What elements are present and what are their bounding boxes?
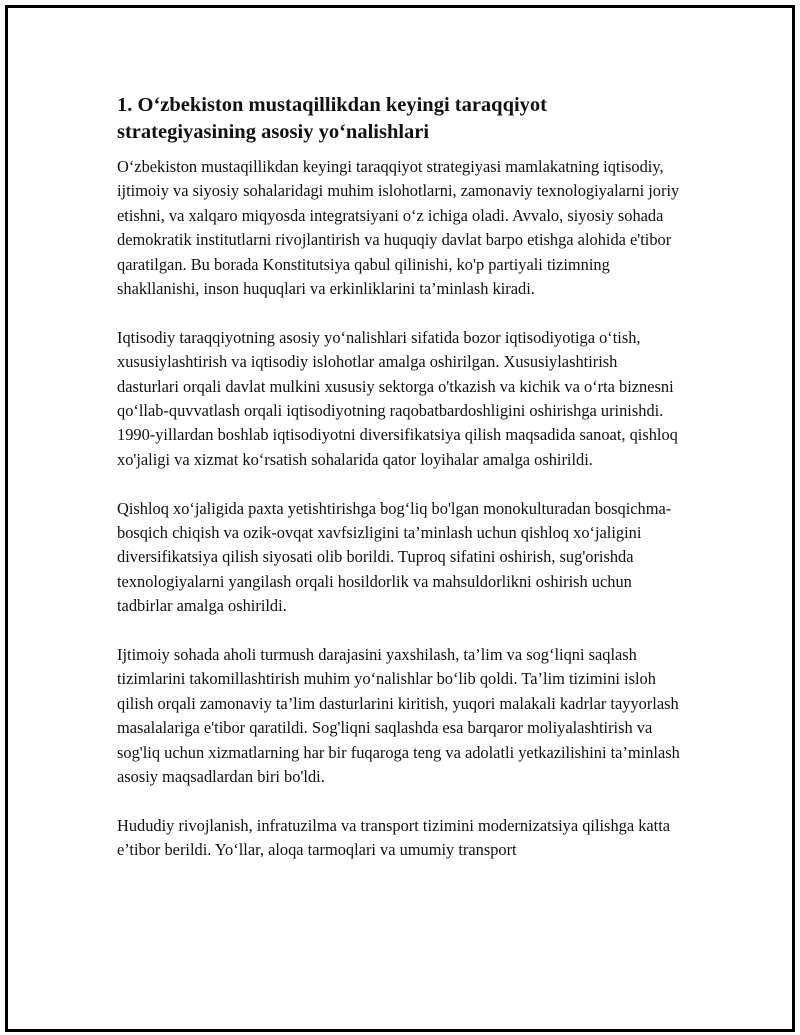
section-heading: 1. O‘zbekiston mustaqillikdan keyingi taraqqiyot strategiyasining asosiy yo‘nalishlari — [117, 94, 548, 143]
document-body — [117, 92, 682, 887]
paragraph-economic: Iqtisodiy taraqqiyotning asosiy yo‘nalishlari sifatida bozor iqtisodiyotiga o‘tish, xususiylashtirish va iqtisodiy islohotlar amalga oshirilgan. Xususiylashtirish dasturlari orqali davlat mulkini xususiy sektorga o'tkazish va kichik va o‘rta biznesni qo‘llab-quvvatlash orqali iqtisodiyotning raqobatbardoshligini oshirishga urinishdi. 1990-yillardan boshlab iqtisodiyotni diversifikatsiya qilish maqsadida sanoat, qishloq xo'jaligi va xizmat ko‘rsatish sohalarida qator loyihalar amalga oshirildi. — [117, 327, 678, 469]
paragraph-political: O‘zbekiston mustaqillikdan keyingi taraqqiyot strategiyasi mamlakatning iqtisodiy, ijtimoiy va siyosiy sohalaridagi muhim islohotlarni, zamonaviy texnologiyalarni joriy etishni, va xalqaro miqyosda integratsiyani o‘z ichiga oladi. Avvalo, siyosiy sohada demokratik institutlarni rivojlantirish va huquqiy davlat barpo etishga alohida e'tibor qaratilgan. Bu borada Konstitutsiya qabul qilinishi, ko'p partiyali tizimning shakllanishi, inson huquqlari va erkinliklarini ta’minlash kiradi. — [117, 157, 680, 299]
paragraph-social: Ijtimoiy sohada aholi turmush darajasini yaxshilash, ta’lim va sog‘liqni saqlash tizimlarini takomillashtirish muhim yo‘nalishlar bo‘lib qoldi. Ta’lim tizimini isloh qilish orqali zamonaviy ta’lim dasturlarini kiritish, yuqori malakali kadrlar tayyorlash masalalariga e'tibor qaratildi. Sog'liqni saqlashda esa barqaror moliyalashtirish va sog'liq uchun xizmatlarning har bir fuqaroga teng va adolatli yetkazilishini ta’minlash asosiy maqsadlardan biri bo'ldi. — [117, 645, 680, 787]
paragraph-agriculture: Qishloq xo‘jaligida paxta yetishtirishga bog‘liq bo'lgan monokulturadan bosqichma-bosqich chiqish va ozik-ovqat xavfsizligini ta’minlash uchun qishloq xo‘jaligini diversifikatsiya qilish siyosati olib borildi. Tuproq sifatini oshirish, sug'orishda texnologiyalarni yangilash orqali hosildorlik va mahsuldorlikni oshirish uchun tadbirlar amalga oshirildi. — [117, 498, 672, 616]
paragraph-regional: Hududiy rivojlanish, infratuzilma va transport tizimini modernizatsiya qilishga katta e’tibor berildi. Yo‘llar, aloqa tarmoqlari va umumiy transport — [117, 815, 671, 860]
